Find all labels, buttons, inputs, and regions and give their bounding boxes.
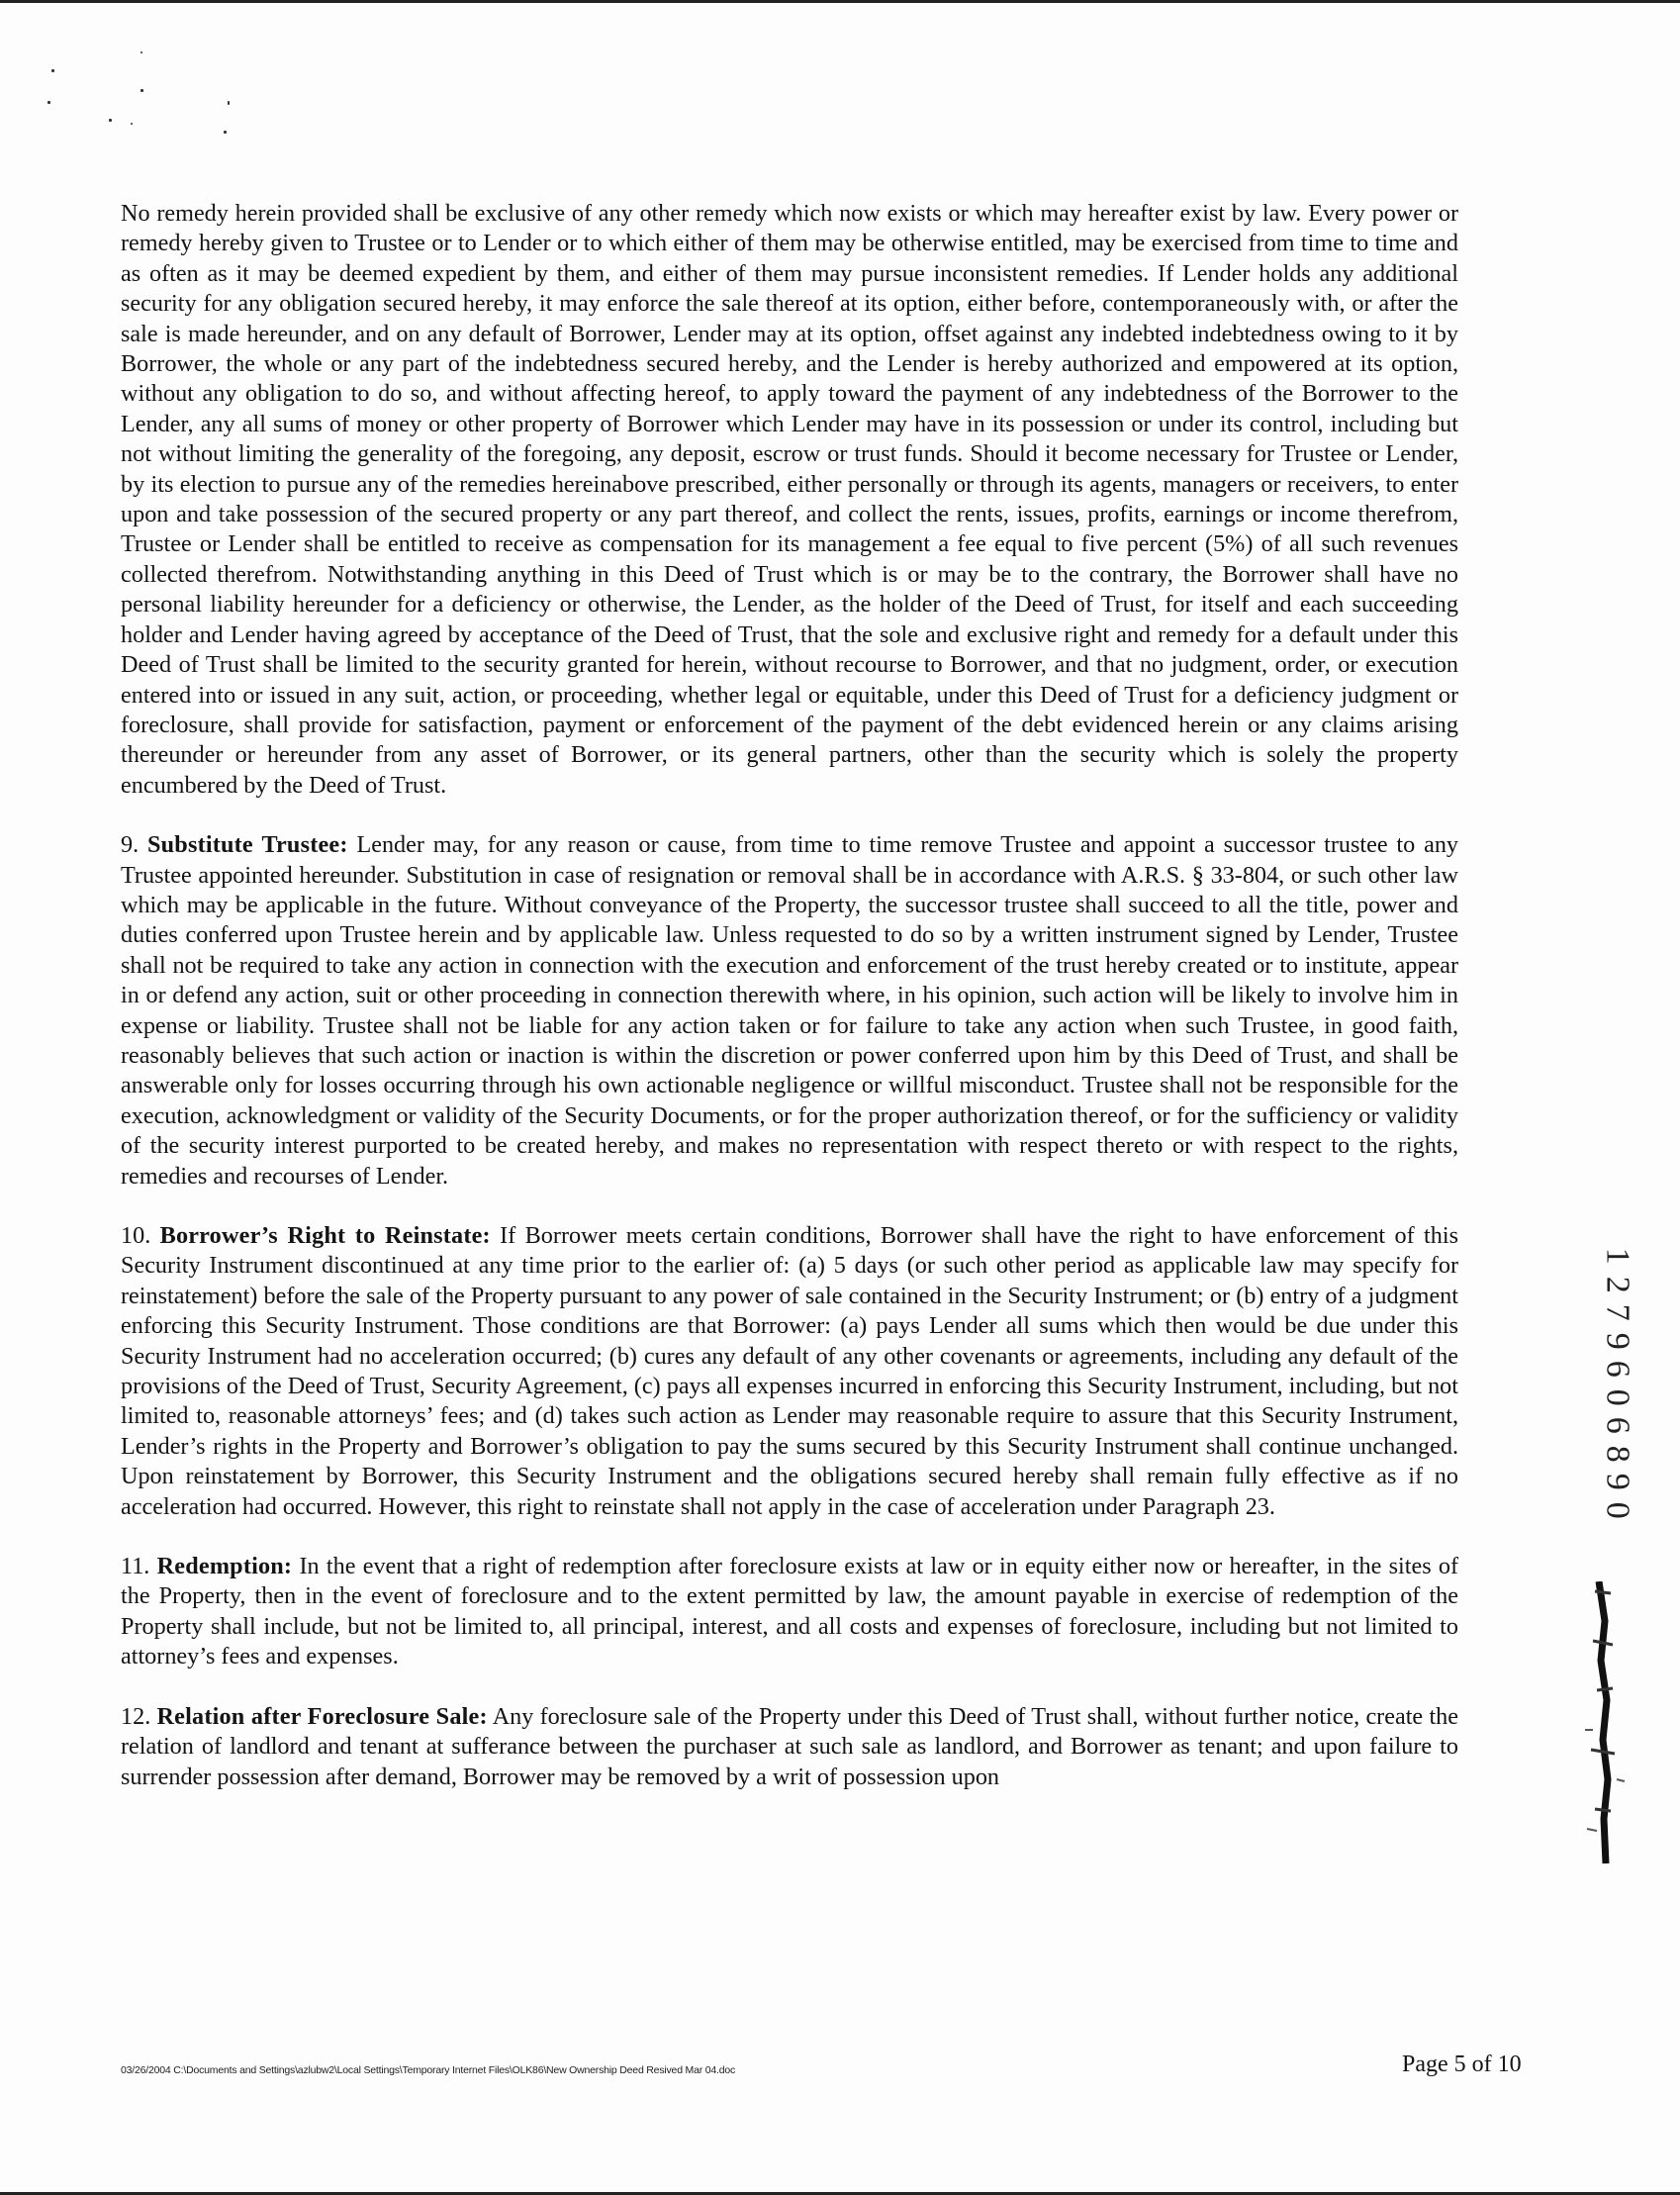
paragraph-text: No remedy herein provided shall be exclusive of any other remedy which now exists or which may hereafter exist by law. Every power or remedy hereby given to Trustee or to Lender or to which either of them may be otherwise entitled, may be exercised from time to time and as often as it may be deemed expedient by them, and either of them may pursue inconsistent remedies. If Lender holds any additional security for any obligation secured hereby, it may enforce the sale thereof at its option, either before, contemporaneously with, or after the sale is made hereunder, and on any default of Borrower, Lender may at its option, offset against any indebted indebtedness owing to it by Borrower, the whole or any part of the indebtedness secured hereby, and the Lender is hereby authorized and empowered at its option, without any obligation to do so, and without affecting hereof, to apply toward the payment of any indebtedness of the Borrower to the Lender, any all sums of money or other property of Borrower which Lender may have in its possession or under its control, including but not without limiting the generality of the foregoing, any deposit, escrow or trust funds. Should it become necessary for Trustee or Lender, by its election to pursue any of the remedies hereinabove prescribed, either personally or through its agents, managers or receivers, to enter upon and take possession of the secured property or any part thereof, and collect the rents, issues, profits, earnings or income therefrom, Trustee or Lender shall be entitled to receive as compensation for its management a fee equal to five percent (5%) of all such revenues collected therefrom. Notwithstanding anything in this Deed of Trust which is or may be to the contrary, the Borrower shall have no personal liability hereunder for a deficiency or otherwise, the Lender, as the holder of the Deed of Trust, for itself and each succeeding holder and Lender having agreed by acceptance of the Deed of Trust, that the sole and exclusive right and remedy for a default under this Deed of Trust shall be limited to the security granted for herein, without recourse to Borrower, and that no judgment, order, or execution entered into or issued in any suit, action, or proceeding, whether legal or equitable, under this Deed of Trust for a deficiency judgment or foreclosure, shall provide for satisfaction, payment or enforcement of the payment of the debt evidenced herein or any claims arising thereunder or hereunder from any asset of Borrower, or its general partners, other than the security which is solely the property encumbered by the Deed of Trust.	[121, 200, 1458, 799]
paragraph-heading: Borrower’s Right to Reinstate:	[159, 1222, 491, 1249]
paragraph-substitute-trustee	[121, 830, 1458, 1192]
paragraph-text: Any foreclosure sale of the Property under this Deed of Trust shall, without further notice, create the relation of landlord and tenant at sufferance between the purchaser at such sale as landlord, and Borrower as tenant; and upon failure to surrender possession after demand, Borrower may be removed by a writ of possession upon	[121, 1702, 1458, 1790]
recording-number-stamp	[1597, 1242, 1636, 1529]
paragraph-number: 11.	[121, 1553, 150, 1580]
paragraph-right-to-reinstate	[121, 1221, 1458, 1522]
paragraph-relation-after-foreclosure	[121, 1702, 1458, 1792]
stamp-digit: 7	[1599, 1303, 1636, 1321]
paragraph-heading: Relation after Foreclosure Sale:	[156, 1702, 488, 1730]
stamp-digit: 6	[1599, 1360, 1636, 1378]
stamp-digit: 2	[1599, 1276, 1636, 1293]
paragraph-number: 9.	[121, 831, 140, 859]
stamp-digit: 6	[1599, 1416, 1636, 1434]
paragraph-text: If Borrower meets certain conditions, Borrower shall have the right to have enforcement of this Security Instrument discontinued at any time prior to the earlier of: (a) 5 days (or such other period as applicable law may specify for reinstatement) before the sale of the Property pursuant to any power of sale contained in the Security Instrument; or (b) entry of a judgment enforcing this Security Instrument. Those conditions are that Borrower: (a) pays Lender all sums which then would be due under this Security Instrument had no acceleration occurred; (b) cures any default of any other covenants or agreements, including any default of the provisions of the Deed of Trust, Security Agreement, (c) pays all expenses incurred in enforcing this Security Instrument, including, but not limited to, reasonable attorneys’ fees; and (d) takes such action as Lender may reasonable require to assure that this Security Instrument, Lender’s rights in the Property and Borrower’s obligation to pay the sums secured by this Security Instrument shall continue unchanged. Upon reinstatement by Borrower, this Security Instrument and the obligations secured hereby shall remain fully effective as if no acceleration had occurred. However, this right to reinstate shall not apply in the case of acceleration under Paragraph 23.	[121, 1222, 1459, 1520]
paragraph-redemption	[121, 1552, 1458, 1672]
document-body	[121, 199, 1458, 1822]
paragraph-number: 10.	[121, 1222, 151, 1249]
scan-top-edge	[0, 0, 1680, 3]
page-number: Page 5 of 10	[1402, 2052, 1522, 2077]
stamp-digit: 8	[1599, 1445, 1636, 1463]
stamp-digit: 0	[1599, 1501, 1636, 1519]
paragraph-text: Lender may, for any reason or cause, from time to time remove Trustee and appoint a successor trustee to any Trustee appointed hereunder. Substitution in case of resignation or removal shall be in accordance with A.R.S. § 33-804, or such other law which may be applicable in the future. Without conveyance of the Property, the successor trustee shall succeed to all the title, power and duties conferred upon Trustee herein and by applicable law. Unless requested to do so by a written instrument signed by Lender, Trustee shall not be required to take any action in connection with the execution and enforcement of the trust hereby created or to institute, appear in or defend any action, suit or other proceeding in connection therewith where, in his opinion, such action will be likely to involve him in expense or liability. Trustee shall not be liable for any action taken or for failure to take any action when such Trustee, in good faith, reasonably believes that such action or inaction is within the discretion or power conferred upon him by this Deed of Trust, and shall be answerable only for losses occurring through his own actionable negligence or willful misconduct. Trustee shall not be responsible for the execution, acknowledgment or validity of the Security Documents, or for the proper authorization thereof, or for the sufficiency or validity of the security interest purported to be created hereby, and makes no representation with respect thereto or with respect to the rights, remedies and recourses of Lender.	[121, 831, 1459, 1190]
paragraph-heading: Substitute Trustee:	[147, 831, 348, 859]
paragraph-number: 12.	[121, 1702, 151, 1730]
stamp-digit: 0	[1599, 1388, 1636, 1406]
paragraph-remedies	[121, 199, 1458, 801]
footer-file-path: 03/26/2004 C:\Documents and Settings\azlubw2\Local Settings\Temporary Internet Files\OLK86\New Ownership Deed Resived Mar 04.doc	[121, 2064, 736, 2076]
stamp-digit: 1	[1599, 1247, 1636, 1265]
stamp-digit: 9	[1599, 1473, 1636, 1490]
paragraph-heading: Redemption:	[156, 1553, 293, 1580]
scan-specks	[30, 40, 247, 139]
stamp-digit: 9	[1599, 1332, 1636, 1350]
paragraph-text: In the event that a right of redemption after foreclosure exists at law or in equity either now or hereafter, in the sites of the Property, then in the event of foreclosure and to the extent permitted by law, the amount payable in exercise of redemption of the Property shall include, but not be limited to, all principal, interest, and all costs and expenses of foreclosure, including but not limited to attorney’s fees and expenses.	[121, 1553, 1459, 1670]
margin-ink-mark	[1577, 1581, 1633, 1868]
